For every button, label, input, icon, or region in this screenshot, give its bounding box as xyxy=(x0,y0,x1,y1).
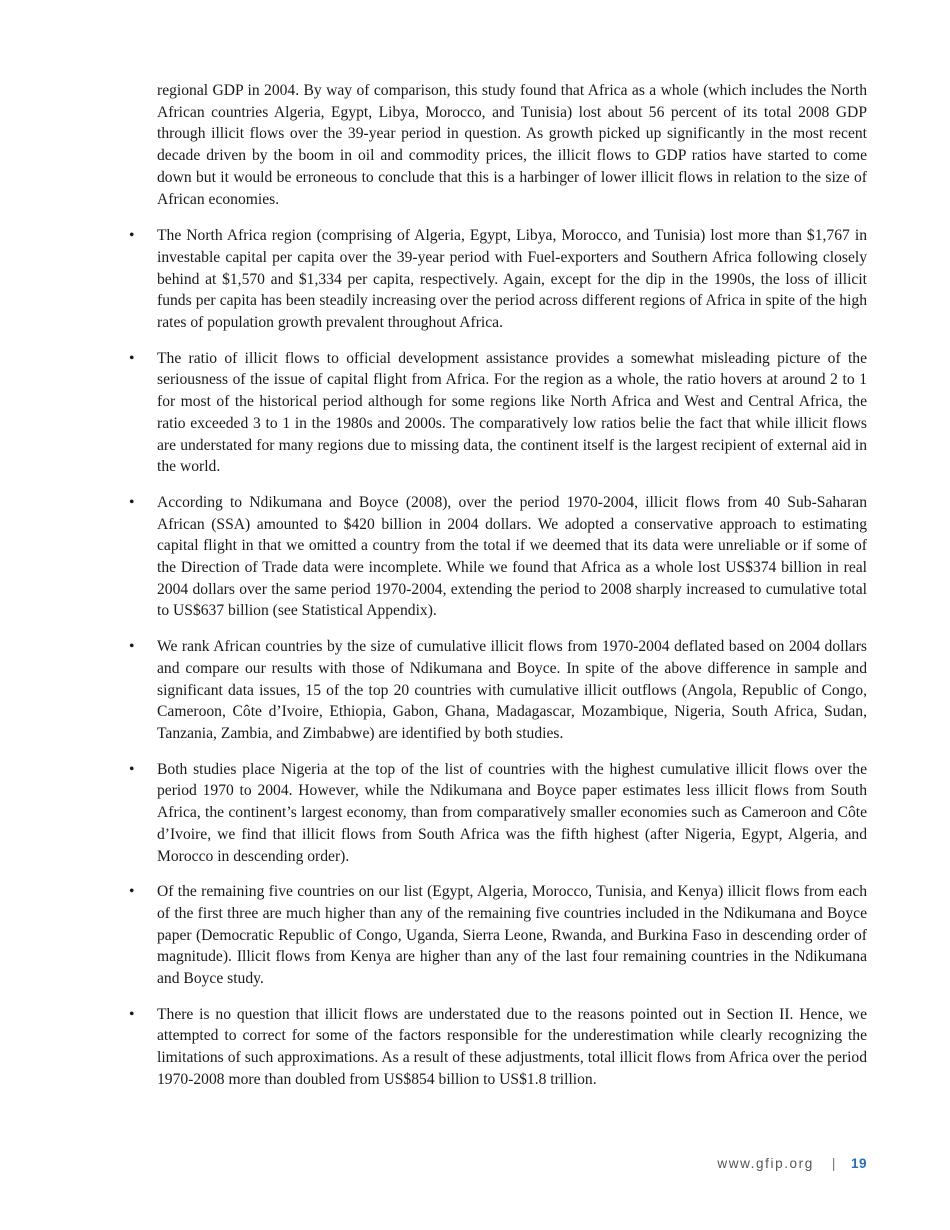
list-item xyxy=(129,1004,867,1091)
page-footer xyxy=(717,1156,867,1171)
list-item xyxy=(129,225,867,334)
bullet-icon: • xyxy=(129,1005,135,1023)
bullet-icon: • xyxy=(129,883,135,901)
list-item xyxy=(129,492,867,622)
bullet-text: Of the remaining five countries on our list (Egypt, Algeria, Morocco, Tunisia, and Kenya) illicit flows from each of the first three are much higher than any of the remaining five countries included in the Ndikumana and Boyce paper (Democratic Republic of Congo, Uganda, Sierra Leone, Rwanda, and Burkina Faso in descending order of magnitude). Illicit flows from Kenya are higher than any of the last four remaining countries in the Ndikumana and Boyce study. xyxy=(157,883,867,988)
bullet-list xyxy=(129,225,867,1090)
footer-separator: | xyxy=(831,1156,837,1171)
bullet-text: Both studies place Nigeria at the top of the list of countries with the highest cumulative illicit flows over the period 1970 to 2004. However, while the Ndikumana and Boyce paper estimates less illicit flows from South Africa, the continent’s largest economy, than from comparatively smaller economies such as Cameroon and Côte d’Ivoire, we find that illicit flows from South Africa was the fifth highest (after Nigeria, Egypt, Algeria, and Morocco in descending order). xyxy=(157,760,867,865)
bullet-text: There is no question that illicit flows are understated due to the reasons pointed out in Section II. Hence, we attempted to correct for some of the factors responsible for the underestimation while clearly recognizing the limitations of such approximations. As a result of these adjustments, total illicit flows from Africa over the period 1970-2008 more than doubled from US$854 billion to US$1.8 trillion. xyxy=(157,1005,867,1088)
bullet-icon: • xyxy=(129,638,135,656)
bullet-icon: • xyxy=(129,227,135,245)
list-item xyxy=(129,881,867,990)
bullet-text: The North Africa region (comprising of Algeria, Egypt, Libya, Morocco, and Tunisia) lost more than $1,767 in investable capital per capita over the 39-year period with Fuel-exporters and Southern Africa following closely behind at $1,570 and $1,334 per capita, respectively. Again, except for the dip in the 1990s, the loss of illicit funds per capita has been steadily increasing over the period across different regions of Africa in spite of the high rates of population growth prevalent throughout Africa. xyxy=(157,227,867,332)
page-body xyxy=(129,80,867,1105)
page-number: 19 xyxy=(850,1156,867,1171)
bullet-icon: • xyxy=(129,760,135,778)
bullet-icon: • xyxy=(129,493,135,511)
list-item xyxy=(129,636,867,745)
list-item xyxy=(129,759,867,868)
list-item xyxy=(129,348,867,478)
website-link[interactable]: www.gfip.org xyxy=(717,1156,814,1171)
intro-paragraph: regional GDP in 2004. By way of comparison, this study found that Africa as a whole (which includes the North African countries Algeria, Egypt, Libya, Morocco, and Tunisia) lost about 56 percent of its total 2008 GDP through illicit flows over the 39-year period in question. As growth picked up significantly in the most recent decade driven by the boom in oil and commodity prices, the illicit flows to GDP ratios have started to come down but it would be erroneous to conclude that this is a harbinger of lower illicit flows in relation to the size of African economies. xyxy=(157,82,867,208)
bullet-text: We rank African countries by the size of cumulative illicit flows from 1970-2004 deflated based on 2004 dollars and compare our results with those of Ndikumana and Boyce. In spite of the above difference in sample and significant data issues, 15 of the top 20 countries with cumulative illicit outflows (Angola, Republic of Congo, Cameroon, Côte d’Ivoire, Ethiopia, Gabon, Ghana, Madagascar, Mozambique, Nigeria, South Africa, Sudan, Tanzania, Zambia, and Zimbabwe) are identified by both studies. xyxy=(157,638,867,742)
bullet-text: The ratio of illicit flows to official development assistance provides a somewhat misleading picture of the seriousness of the issue of capital flight from Africa. For the region as a whole, the ratio hovers at around 2 to 1 for most of the historical period although for some regions like North Africa and West and Central Africa, the ratio exceeded 3 to 1 in the 1980s and 2000s. The comparatively low ratios belie the fact that while illicit flows are understated for many regions due to missing data, the continent itself is the largest recipient of external aid in the world. xyxy=(157,349,867,476)
bullet-text: According to Ndikumana and Boyce (2008), over the period 1970-2004, illicit flows from 40 Sub-Saharan African (SSA) amounted to $420 billion in 2004 dollars. We adopted a conservative approach to estimating capital flight in that we omitted a country from the total if we deemed that its data were unreliable or if some of the Direction of Trade data were incomplete. While we found that Africa as a whole lost US$374 billion in real 2004 dollars over the same period 1970-2004, extending the period to 2008 sharply increased to cumulative total to US$637 billion (see Statistical Appendix). xyxy=(157,493,867,620)
bullet-icon: • xyxy=(129,349,135,367)
